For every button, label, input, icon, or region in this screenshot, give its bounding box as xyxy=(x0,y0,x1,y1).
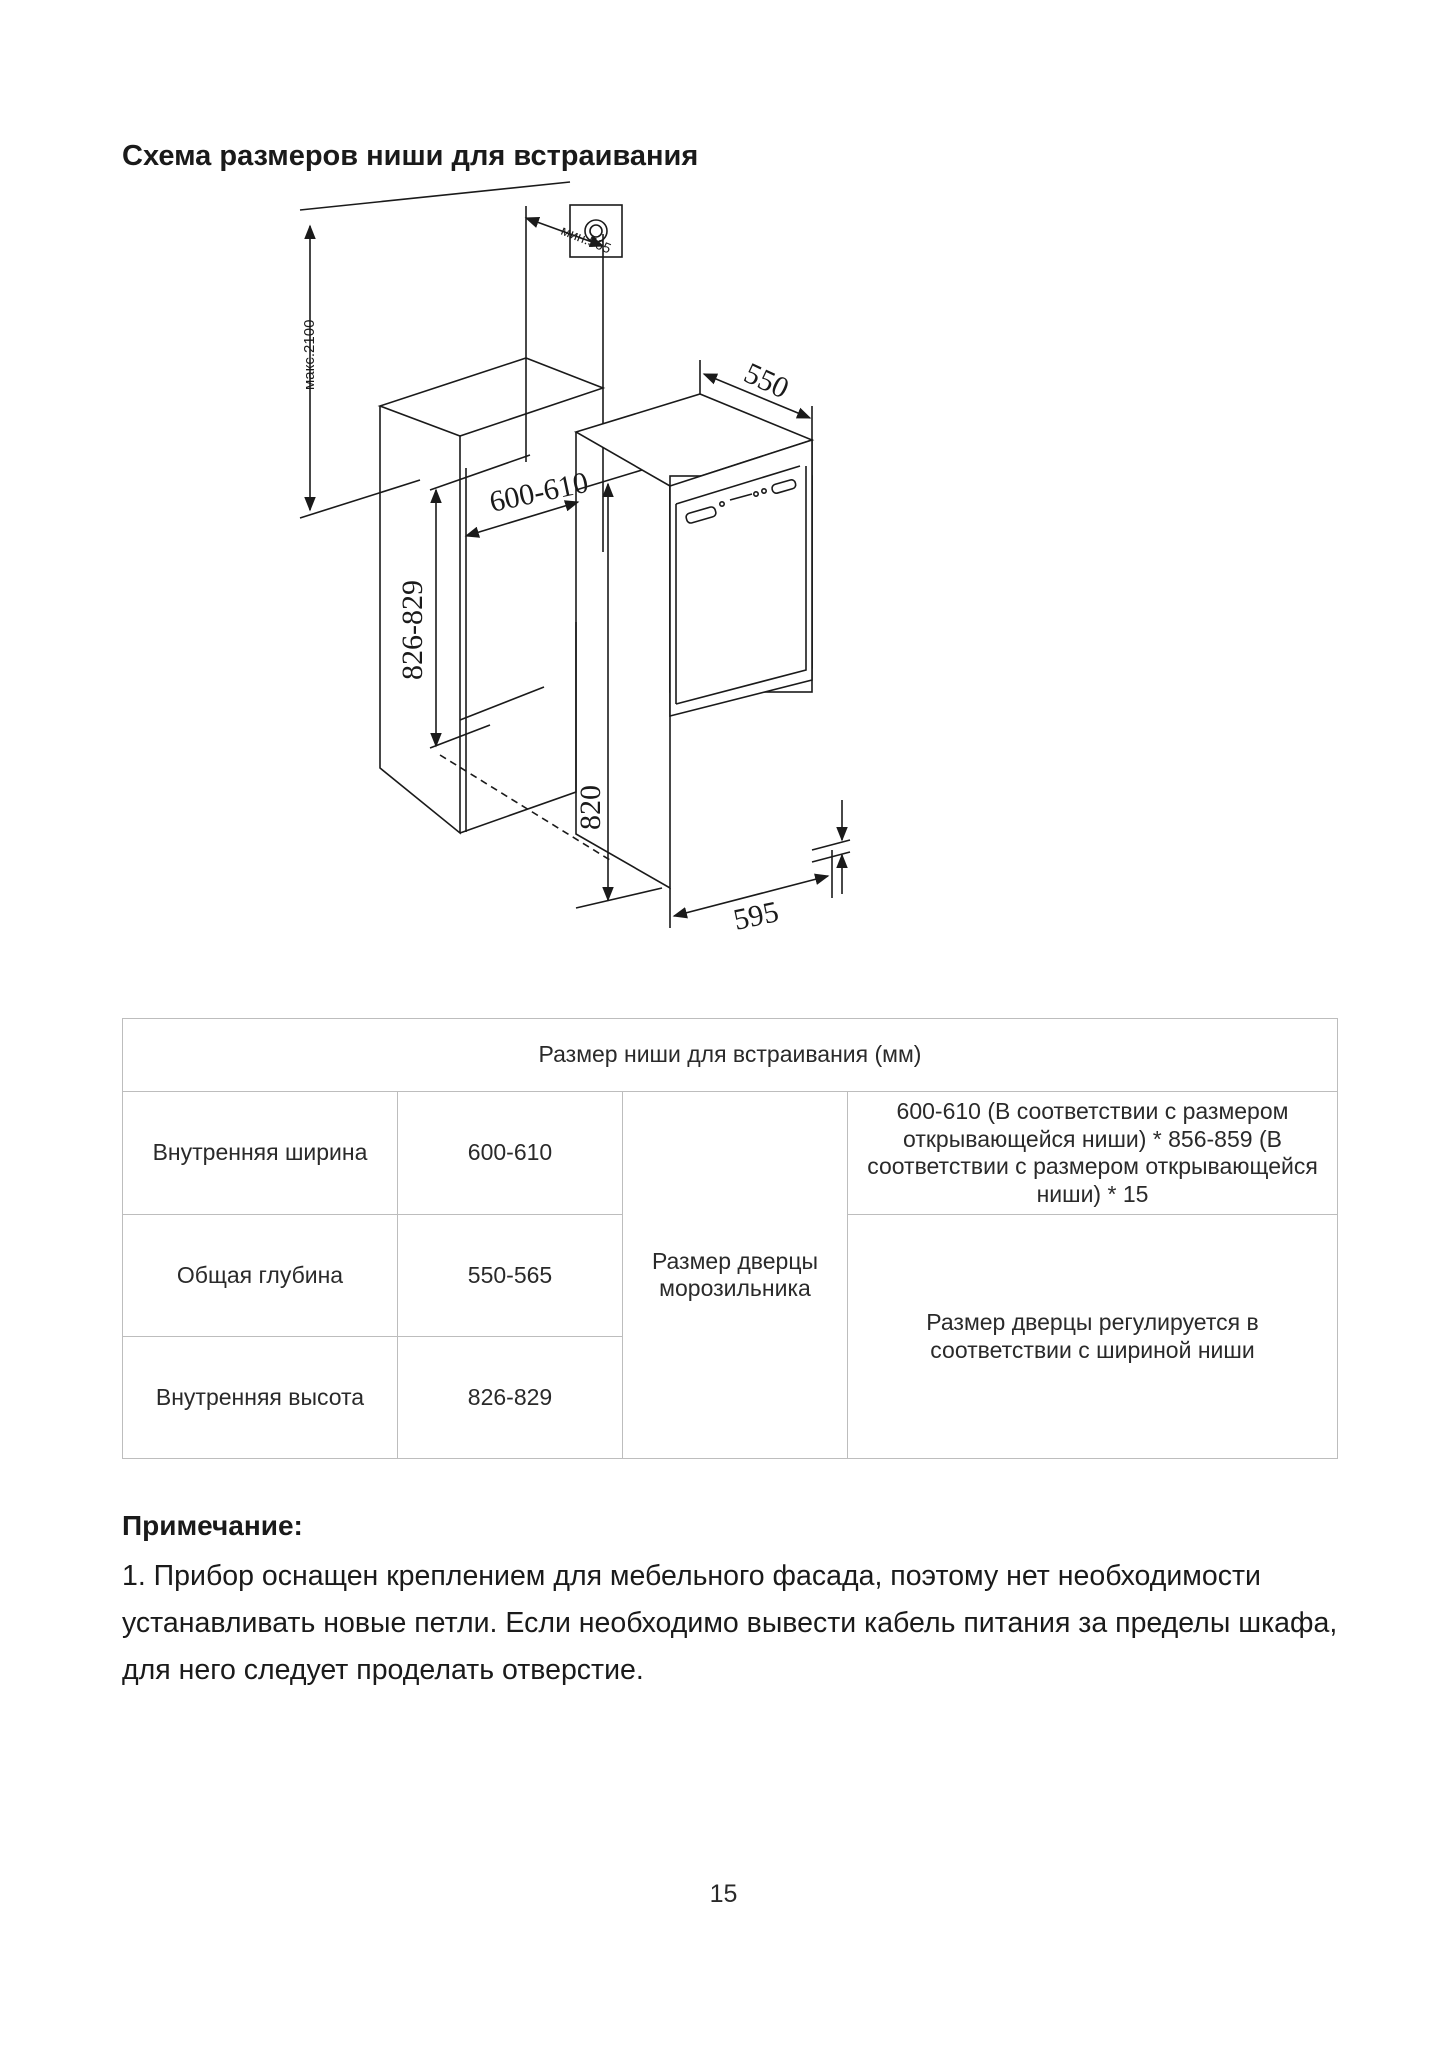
appliance-body xyxy=(576,394,812,888)
dim-line-door-gap xyxy=(812,800,850,894)
door-size-cell: 600-610 (В соответствии с размером открывающейся ниши) * 856-859 (В соответствии с размером открывающейся ниши) * 15 xyxy=(848,1092,1338,1215)
label-niche-height: 826-829 xyxy=(396,580,429,680)
row-label-depth: Общая глубина xyxy=(123,1215,398,1337)
label-min-depth: мин.565 xyxy=(558,221,614,257)
table-row xyxy=(123,1092,1338,1215)
row-value-depth: 550-565 xyxy=(398,1215,623,1337)
niche-size-table xyxy=(122,1018,1338,1459)
note-text: 1. Прибор оснащен креплением для мебельного фасада, поэтому нет необходимости устанавливать новые петли. Если необходимо вывести кабель питания за пределы шкафа, для него следует проделать отверстие. xyxy=(122,1560,1338,1686)
label-unit-depth: 550 xyxy=(739,356,794,406)
page-heading: Схема размеров ниши для встраивания xyxy=(122,140,699,172)
label-max-height: макс.2100 xyxy=(301,319,318,390)
row-label-width: Внутренняя ширина xyxy=(123,1092,398,1215)
dim-line-max-height xyxy=(300,182,570,518)
door-note-cell: Размер дверцы регулируется в соответствии с шириной ниши xyxy=(848,1215,1338,1459)
label-unit-height: 820 xyxy=(574,785,607,830)
label-niche-width: 600-610 xyxy=(486,465,592,519)
table-title: Размер ниши для встраивания (мм) xyxy=(123,1019,1338,1092)
door-label-cell: Размер дверцы морозильника xyxy=(623,1092,848,1459)
niche-dimensions-diagram xyxy=(301,200,1140,960)
note-title: Примечание: xyxy=(122,1510,303,1541)
page-number: 15 xyxy=(709,1880,738,1908)
row-value-height: 826-829 xyxy=(398,1337,623,1459)
row-label-height: Внутренняя высота xyxy=(123,1337,398,1459)
diagram-svg xyxy=(301,200,1140,960)
label-unit-width: 595 xyxy=(730,895,782,937)
row-value-width: 600-610 xyxy=(398,1092,623,1215)
